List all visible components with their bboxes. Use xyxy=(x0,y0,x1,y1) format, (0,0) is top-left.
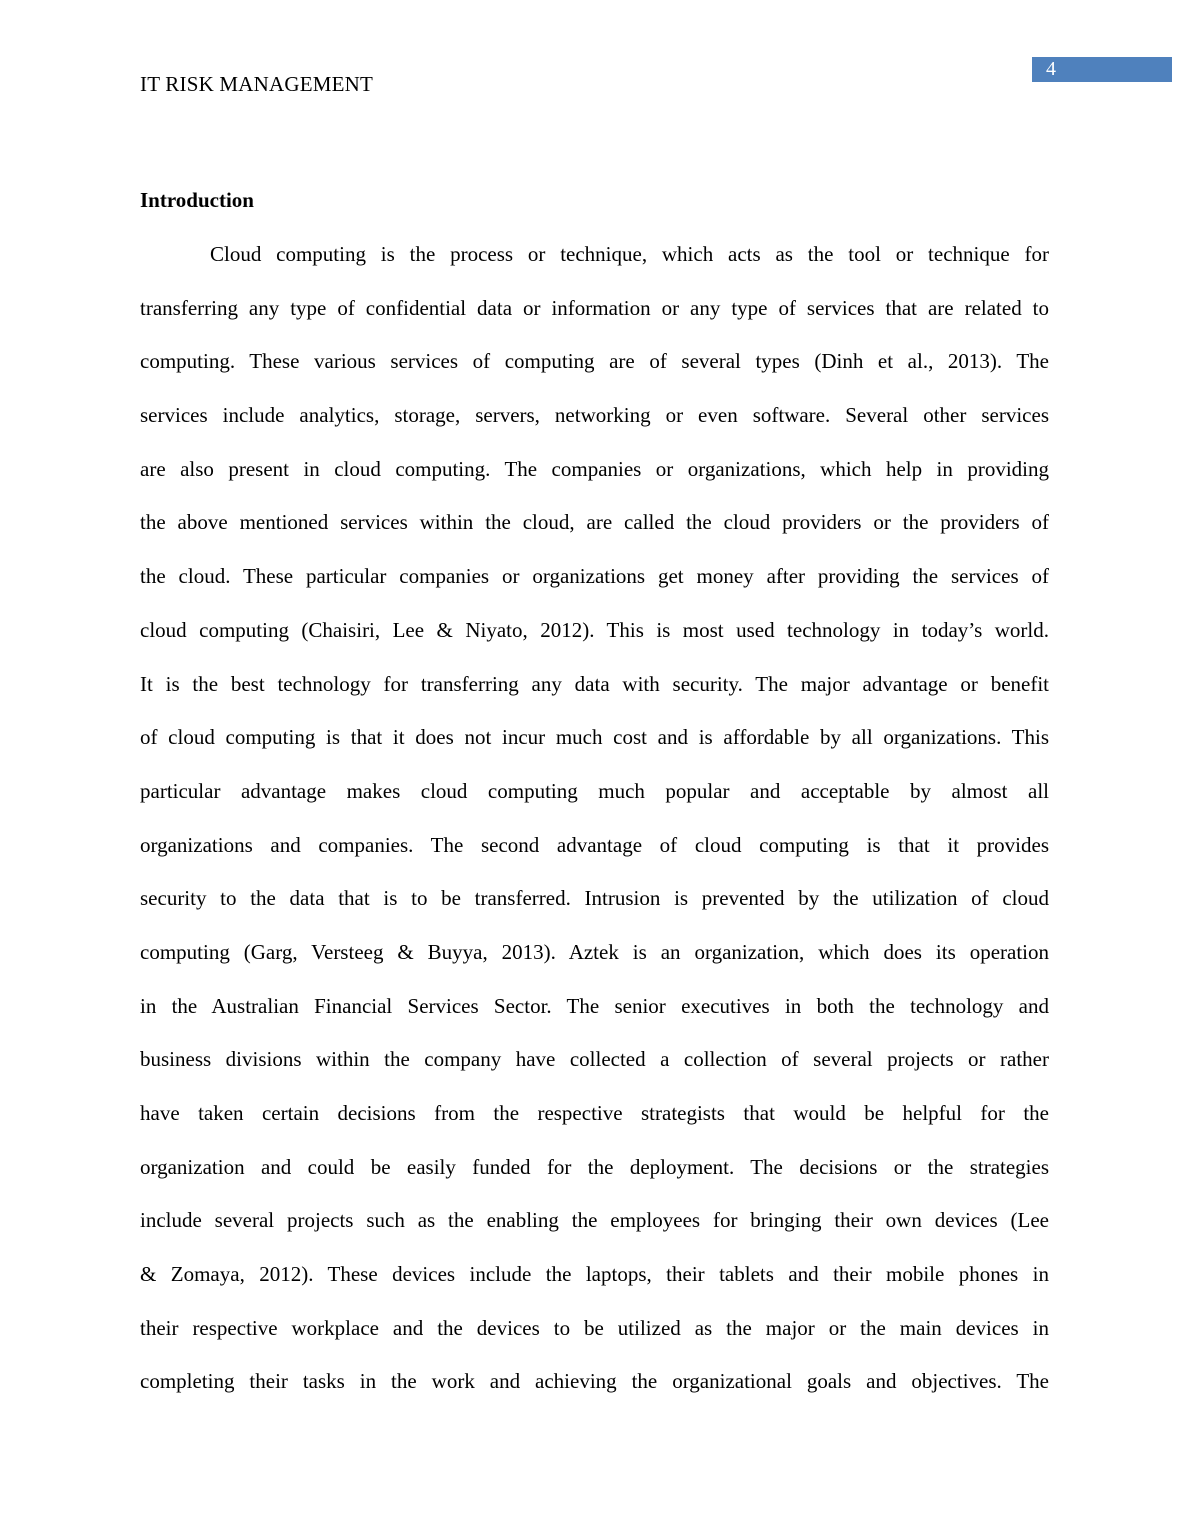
paragraph-line: particular advantage makes cloud computing much popular and acceptable by almost all xyxy=(140,778,1049,803)
page-number: 4 xyxy=(1046,58,1056,80)
paragraph-line: computing (Garg, Versteeg & Buyya, 2013). Aztek is an organization, which does its operation xyxy=(140,939,1049,964)
paragraph-line: have taken certain decisions from the respective strategists that would be helpful for the xyxy=(140,1101,1049,1125)
paragraph-line: transferring any type of confidential data or information or any type of services that are related to xyxy=(140,295,1049,320)
paragraph-line: It is the best technology for transferring any data with security. The major advantage or benefit xyxy=(140,671,1049,696)
paragraph-line: organization and could be easily funded for the deployment. The decisions or the strategies xyxy=(140,1154,1049,1179)
paragraph-line: their respective workplace and the devices to be utilized as the major or the main devices in xyxy=(140,1315,1049,1340)
paragraph-line: computing. These various services of computing are of several types (Dinh et al., 2013). The xyxy=(140,349,1049,374)
paragraph-line: services include analytics, storage, servers, networking or even software. Several other services xyxy=(140,403,1049,428)
paragraph-line: Cloud computing is the process or technique, which acts as the tool or technique for xyxy=(210,242,1049,266)
paragraph-line: the above mentioned services within the cloud, are called the cloud providers or the providers of xyxy=(140,510,1049,535)
paragraph-line: in the Australian Financial Services Sector. The senior executives in both the technology and xyxy=(140,993,1049,1018)
running-head: IT RISK MANAGEMENT xyxy=(140,72,374,96)
paragraph-line: & Zomaya, 2012). These devices include the laptops, their tablets and their mobile phones in xyxy=(140,1262,1049,1287)
paragraph-line: organizations and companies. The second advantage of cloud computing is that it provides xyxy=(140,832,1049,857)
paragraph-line: cloud computing (Chaisiri, Lee & Niyato, 2012). This is most used technology in today’s world. xyxy=(140,617,1049,642)
section-heading: Introduction xyxy=(140,188,254,212)
paragraph-line: are also present in cloud computing. The companies or organizations, which help in providing xyxy=(140,456,1049,481)
paragraph-line: the cloud. These particular companies or organizations get money after providing the services of xyxy=(140,564,1049,589)
paragraph-line: include several projects such as the enabling the employees for bringing their own devices (Lee xyxy=(140,1208,1049,1233)
paragraph-line: of cloud computing is that it does not incur much cost and is affordable by all organizations. This xyxy=(140,725,1049,750)
paragraph-line: security to the data that is to be transferred. Intrusion is prevented by the utilization of cloud xyxy=(140,886,1049,911)
body-paragraph xyxy=(140,228,1049,1409)
page-number-badge xyxy=(1032,57,1172,82)
paragraph-line: business divisions within the company have collected a collection of several projects or rather xyxy=(140,1047,1049,1072)
paragraph-line: completing their tasks in the work and achieving the organizational goals and objectives. The xyxy=(140,1369,1049,1394)
